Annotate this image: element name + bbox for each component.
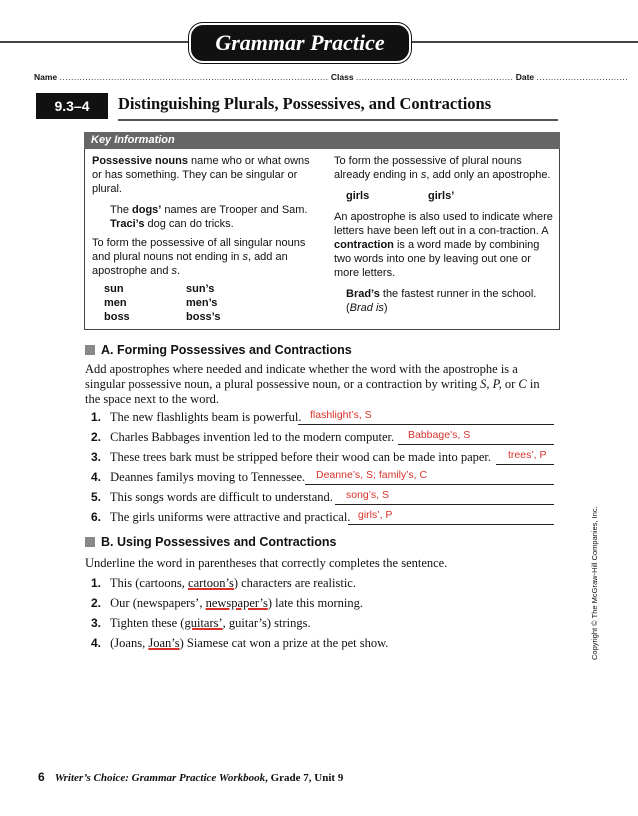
underlined-answer[interactable]: Joan’s — [148, 636, 180, 650]
exercise-b-item-4: 4. (Joans, Joan’s) Siamese cat won a prize at the pet show. — [91, 636, 389, 650]
underlined-answer[interactable]: guitars’ — [184, 616, 223, 630]
name-blank[interactable]: .............................................................................................. — [59, 72, 329, 82]
singular-word-table — [104, 282, 220, 324]
answer-text: Babbage’s, S — [408, 429, 471, 441]
word-row: sun sun’s — [104, 283, 215, 295]
answer-text: trees’, P — [508, 449, 547, 461]
key-information-heading: Key Information — [84, 132, 560, 149]
section-b-heading: B. Using Possessives and Contractions — [85, 535, 337, 549]
exercise-a-item-3: 3. These trees bark must be stripped before their wood can be made into paper. — [91, 450, 492, 464]
answer-line[interactable] — [298, 424, 554, 425]
exercise-a-item-1: 1. The new flashlights beam is powerful. — [91, 410, 302, 424]
exercise-a-item-5: 5. This songs words are difficult to understand. — [91, 490, 333, 504]
word-row: men men’s — [104, 297, 218, 309]
copyright-notice: Copyright © The McGraw-Hill Companies, Inc. — [590, 506, 599, 660]
contraction-definition: An apostrophe is also used to indicate where letters have been left out in a con-traction. A contraction is a word made by combining two words into one by leaving out one or more letters. — [334, 211, 553, 279]
exercise-a-item-2: 2. Charles Babbages invention led to the modern computer. — [91, 430, 395, 444]
word-row: boss boss’s — [104, 311, 221, 323]
lesson-title-rule — [118, 119, 558, 121]
plural-possessive-rule: To form the possessive of plural nouns already ending in s, add only an apostrophe. — [334, 155, 551, 181]
answer-text: girls’, P — [358, 509, 393, 521]
section-a-heading: A. Forming Possessives and Contractions — [85, 343, 352, 357]
example-dogs: The dogs’ names are Trooper and Sam. — [110, 204, 308, 216]
answer-line[interactable] — [496, 464, 554, 465]
answer-text: flashlight’s, S — [310, 409, 372, 421]
answer-line[interactable] — [348, 524, 554, 525]
square-bullet-icon — [85, 345, 95, 355]
section-b-instructions: Underline the word in parentheses that correctly completes the sentence. — [85, 556, 448, 570]
answer-line[interactable] — [335, 504, 554, 505]
underlined-answer[interactable]: cartoon’s — [188, 576, 234, 590]
plural-word-row: girls girls’ — [346, 190, 455, 202]
answer-text: song’s, S — [346, 489, 389, 501]
lesson-number-badge: 9.3–4 — [36, 93, 108, 119]
example-traci: Traci’s dog can do tricks. — [110, 218, 234, 230]
date-label: Date — [515, 72, 535, 82]
exercise-b-item-3: 3. Tighten these (guitars’, guitar’s) strings. — [91, 616, 311, 630]
answer-text: Deanne’s, S; family’s, C — [316, 469, 428, 481]
class-blank[interactable]: ....................................................... — [355, 72, 514, 82]
exercise-b-item-1: 1. This (cartoons, cartoon’s) characters are realistic. — [91, 576, 356, 590]
date-blank[interactable]: ................................ — [536, 72, 629, 82]
exercise-b-item-2: 2. Our (newspapers’, newspaper’s) late this morning. — [91, 596, 363, 610]
page-footer — [38, 770, 343, 784]
square-bullet-icon — [85, 537, 95, 547]
key-info-left-column — [92, 154, 317, 278]
book-grade-unit: , Grade 7, Unit 9 — [265, 772, 344, 784]
section-a-instructions: Add apostrophes where needed and indicate whether the word with the apostrophe is a singular possessive noun, a plural possessive noun, or a contraction by writing S, P, or C in the space next to the word. — [85, 362, 540, 406]
possessive-definition: Possessive nouns name who or what owns or has something. They can be singular or plural. — [92, 155, 310, 195]
lesson-title: Distinguishing Plurals, Possessives, and Contractions — [118, 94, 492, 113]
class-label: Class — [330, 72, 354, 82]
exercise-a-item-6: 6. The girls uniforms were attractive and practical. — [91, 510, 351, 524]
singular-possessive-rule: To form the possessive of all singular nouns and plural nouns not ending in s, add an apostrophe and s. — [92, 237, 306, 277]
exercise-a-item-4: 4. Deannes familys moving to Tennessee. — [91, 470, 306, 484]
name-label: Name — [34, 72, 58, 82]
banner-title: Grammar Practice — [215, 30, 385, 55]
page-number: 6 — [38, 770, 45, 784]
key-info-right-column — [334, 154, 556, 315]
answer-line[interactable] — [398, 444, 554, 445]
answer-line[interactable] — [305, 484, 554, 485]
name-class-date-line — [34, 72, 629, 82]
underlined-answer[interactable]: newspaper’s — [205, 596, 268, 610]
contraction-example: Brad’s the fastest runner in the school. (Brad is) — [346, 288, 537, 314]
book-title: Writer’s Choice: Grammar Practice Workbook — [54, 772, 266, 784]
